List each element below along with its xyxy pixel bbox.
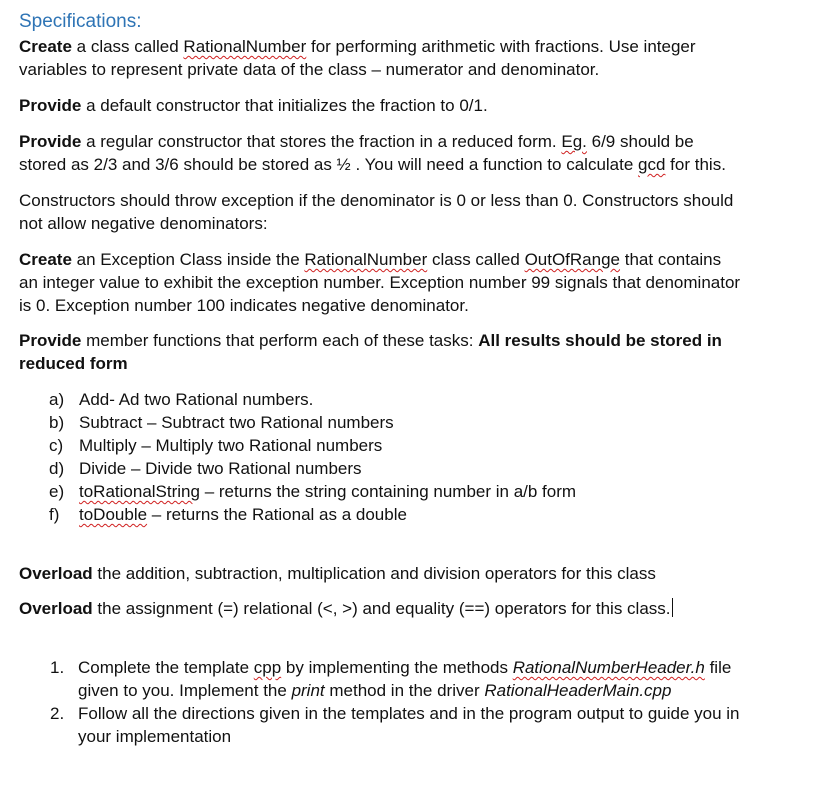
list-item-subtract bbox=[49, 411, 394, 434]
spellcheck-word: toDouble bbox=[79, 505, 148, 524]
text-cursor[interactable] bbox=[672, 598, 673, 617]
text-run: file bbox=[704, 658, 732, 677]
bold-keyword: Overload bbox=[19, 564, 93, 583]
list-marker: e) bbox=[49, 482, 65, 501]
spellcheck-word: Eg. bbox=[561, 132, 587, 151]
text-run: for this. bbox=[665, 155, 726, 174]
list-marker: d) bbox=[49, 459, 65, 478]
spellcheck-word: toRationalString bbox=[79, 482, 200, 501]
numbered-step-1-line-2 bbox=[78, 679, 671, 702]
list-item-multiply bbox=[49, 434, 382, 457]
paragraph-overload-arithmetic bbox=[19, 562, 656, 585]
numbered-step-2-line-1 bbox=[50, 702, 740, 725]
list-item-text: Multiply – Multiply two Rational numbers bbox=[79, 436, 383, 455]
text-run: by implementing the methods bbox=[281, 658, 513, 677]
paragraph-create-class-line-2: variables to represent private data of the class – numerator and denominator. bbox=[19, 60, 600, 79]
list-marker: b) bbox=[49, 413, 65, 432]
list-item-to-rational-string bbox=[49, 480, 576, 503]
list-item-text: Divide – Divide two Rational numbers bbox=[79, 459, 362, 478]
paragraph-exceptions-line-2: not allow negative denominators: bbox=[19, 214, 268, 233]
text-run: the assignment (=) relational (<, >) and equality (==) operators for this class. bbox=[92, 599, 671, 618]
paragraph-exception-class-line-3: is 0. Exception number 100 indicates negative denominator. bbox=[19, 296, 469, 315]
spellcheck-word: RationalNumber bbox=[304, 250, 428, 269]
text-run: the addition, subtraction, multiplication and division operators for this class bbox=[92, 564, 656, 583]
heading-specifications: Specifications: bbox=[19, 11, 142, 32]
paragraph-overload-relational bbox=[19, 597, 673, 620]
bold-keyword: Create bbox=[19, 250, 72, 269]
numbered-step-1-line-1 bbox=[50, 656, 731, 679]
paragraph-member-functions-line-2 bbox=[19, 352, 128, 375]
text-run: Complete the template bbox=[78, 658, 254, 677]
numbered-step-2-line-2: your implementation bbox=[78, 727, 232, 746]
list-marker: f) bbox=[49, 505, 60, 524]
paragraph-exception-class-line-2: an integer value to exhibit the exception number. Exception number 99 signals that denominator bbox=[19, 273, 741, 292]
text-run: that contains bbox=[620, 250, 722, 269]
bold-keyword: Provide bbox=[19, 132, 82, 151]
text-run: a default constructor that initializes the fraction to 0/1. bbox=[81, 96, 488, 115]
spellcheck-word: OutOfRange bbox=[524, 250, 621, 269]
spellcheck-word: cpp bbox=[253, 658, 282, 677]
paragraph-member-functions-line-1 bbox=[19, 329, 722, 352]
text-run: 6/9 should be bbox=[586, 132, 694, 151]
list-marker: c) bbox=[49, 436, 64, 455]
italic-method-name: print bbox=[291, 681, 325, 700]
text-run: Follow all the directions given in the templates and in the program output to guide you in bbox=[78, 704, 740, 723]
bold-keyword: Provide bbox=[19, 96, 82, 115]
list-item-divide bbox=[49, 457, 362, 480]
text-run: stored as 2/3 and 3/6 should be stored as ½ . You will need a function to calculate bbox=[19, 155, 639, 174]
list-item-text: Subtract – Subtract two Rational numbers bbox=[79, 413, 394, 432]
bold-keyword: Overload bbox=[19, 599, 93, 618]
step-number: 2. bbox=[50, 704, 65, 723]
text-run: a class called bbox=[71, 37, 184, 56]
spellcheck-word: gcd bbox=[638, 155, 666, 174]
text-run: for performing arithmetic with fractions. Use integer bbox=[306, 37, 696, 56]
paragraph-default-constructor bbox=[19, 94, 488, 117]
list-marker: a) bbox=[49, 390, 65, 409]
paragraph-regular-constructor-line-2 bbox=[19, 153, 726, 176]
list-item-text: – returns the Rational as a double bbox=[147, 505, 407, 524]
text-run: method in the driver bbox=[324, 681, 485, 700]
text-run: given to you. Implement the bbox=[78, 681, 292, 700]
text-run: a regular constructor that stores the fraction in a reduced form. bbox=[81, 132, 562, 151]
bold-requirement: reduced form bbox=[19, 354, 128, 373]
text-run: class called bbox=[427, 250, 525, 269]
paragraph-create-class-line-1 bbox=[19, 35, 696, 58]
list-item-to-double bbox=[49, 503, 407, 526]
list-item-text: Add- Ad two Rational numbers. bbox=[79, 390, 314, 409]
bold-keyword: Create bbox=[19, 37, 72, 56]
list-item-add bbox=[49, 388, 313, 411]
paragraph-exceptions-line-1: Constructors should throw exception if the denominator is 0 or less than 0. Constructors should bbox=[19, 191, 734, 210]
step-number: 1. bbox=[50, 658, 65, 677]
paragraph-exception-class-line-1 bbox=[19, 248, 721, 271]
text-run: member functions that perform each of these tasks: bbox=[81, 331, 479, 350]
bold-keyword: Provide bbox=[19, 331, 82, 350]
italic-filename: RationalHeaderMain.cpp bbox=[484, 681, 672, 700]
paragraph-regular-constructor-line-1 bbox=[19, 130, 694, 153]
list-item-text: – returns the string containing number in a/b form bbox=[199, 482, 577, 501]
bold-requirement: All results should be stored in bbox=[478, 331, 722, 350]
spellcheck-word: RationalNumber bbox=[183, 37, 307, 56]
text-run: an Exception Class inside the bbox=[71, 250, 305, 269]
spellcheck-filename: RationalNumberHeader.h bbox=[512, 658, 705, 677]
